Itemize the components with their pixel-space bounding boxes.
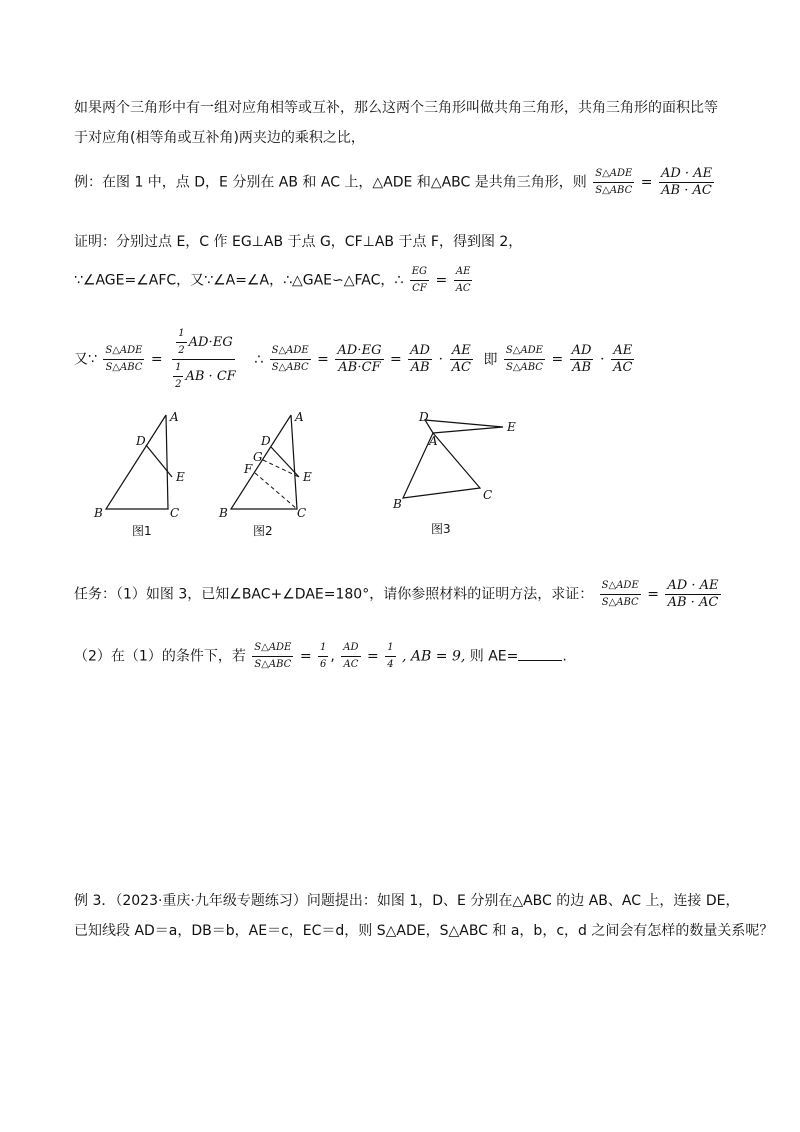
- eg-cf-fraction: $\frac{EG}{CF}$: [411, 266, 428, 294]
- area-ratio-fraction-2: $\frac{\text{S△ADE}}{\text{S△ABC}}$: [271, 345, 309, 373]
- fig1-caption: 图1: [132, 524, 152, 538]
- fig2-caption: 图2: [253, 524, 273, 538]
- fig3-label-d: D: [419, 410, 429, 424]
- task-area-ratio: $\frac{\text{S△ADE}}{\text{S△ABC}}$: [601, 580, 639, 608]
- fig1-label-a: A: [170, 410, 179, 424]
- fig2-label-d: D: [261, 434, 271, 448]
- ae-ac-fraction: $\frac{AE}{AC}$: [455, 266, 471, 294]
- intro-line-2: 于对应角(相等角或互补角)两夹边的乘积之比，: [74, 130, 365, 146]
- product-fraction: $\frac{AD\cdot EG}{AB\cdot CF}$: [337, 343, 382, 375]
- task-line-2: （2）在（1）的条件下，若 $\frac{\text{S△ADE}}{\text{S△ABC}}$ = $\frac{1}{6}$ , $\frac{AD}{AC}$ = $\frac{1}{4}$ , AB = 9, 则 AE= .: [74, 640, 567, 673]
- figure-2: [213, 405, 323, 540]
- ad-ab-fraction-2: $\frac{AD}{AB}$: [571, 343, 592, 375]
- fig1-label-c: C: [170, 506, 180, 520]
- figure-1: [88, 405, 198, 540]
- fig3-label-a: A: [429, 434, 438, 448]
- example3-line-2: 已知线段 AD＝a，DB＝b，AE＝c，EC＝d，则 S△ADE，S△ABC 和 a，b，c，d 之间会有怎样的数量关系呢？: [74, 923, 774, 939]
- figure-3: [385, 405, 525, 540]
- task-condition-one-quarter: $\frac{1}{4}$: [387, 642, 394, 670]
- fig1-label-b: B: [94, 506, 103, 520]
- fig2-label-f: F: [244, 462, 253, 476]
- fig1-label-d: D: [136, 434, 146, 448]
- proof-line-2: ∵∠AGE=∠AFC，又∵∠A=∠A，∴△GAE∽△FAC，∴ $\frac{EG}{CF}$ = $\frac{AE}{AC}$: [74, 264, 475, 297]
- task-line-1: 任务：（1）如图 3，已知∠BAC+∠DAE=180°，请你参照材料的证明方法，求证： $\frac{\text{S△ADE}}{\text{S△ABC}}$ = $\frac{AD \cdot AE}{AB \cdot AC}$: [74, 578, 719, 610]
- answer-blank[interactable]: [518, 646, 562, 661]
- example3-line-1: 例 3．（2023·重庆·九年级专题练习）问题提出：如图 1，D、E 分别在△ABC 的边 AB、AC 上，连接 DE，: [74, 893, 740, 909]
- task-condition-ad-ac: $\frac{AD}{AC}$: [343, 642, 359, 670]
- task-condition-area-ratio: $\frac{\text{S△ADE}}{\text{S△ABC}}$: [254, 642, 292, 670]
- half-product-fraction: $\frac{1}{2}$ AD⋅EG $\frac{1}{2}$ AB · CF: [169, 326, 238, 393]
- fig3-label-c: C: [483, 488, 493, 502]
- area-ratio-fraction: $\frac{\text{S△ADE}}{\text{S△ABC}}$: [105, 345, 143, 373]
- fig2-label-g: G: [253, 450, 263, 464]
- fig3-label-b: B: [393, 497, 402, 511]
- example-side-ratio: $\frac{AD \cdot AE}{AB \cdot AC}$: [660, 166, 713, 198]
- intro-line-1: 如果两个三角形中有一组对应角相等或互补，那么这两个三角形叫做共角三角形，共角三角形的面积比等: [74, 100, 718, 116]
- fig2-label-e: E: [303, 470, 312, 484]
- fig2-label-a: A: [295, 410, 304, 424]
- proof-line-3: 又∵ $\frac{\text{S△ADE}}{\text{S△ABC}}$ = $\frac{1}{2}$ AD⋅EG $\frac{1}{2}$ AB · CF ∴ $\frac{\text{S△ADE}}{\text{S△ABC}}$ = $\frac{AD\cdot EG}{AB\cdot CF}$ = $\frac{AD}{AB}$ ⋅ $\frac{AE}{AC}$ 即 $\frac{\text{S△ADE}}{\text{S△ABC}}$ = $\frac{AD}{AB}$ ⋅ $\frac{AE}{AC}$: [74, 326, 637, 393]
- area-ratio-fraction-3: $\frac{\text{S△ADE}}{\text{S△ABC}}$: [505, 345, 543, 373]
- fig2-label-b: B: [219, 506, 228, 520]
- fig3-label-e: E: [507, 420, 516, 434]
- proof-line-1: 证明：分别过点 E，C 作 EG⊥AB 于点 G，CF⊥AB 于点 F，得到图 2，: [74, 234, 523, 250]
- fig1-label-e: E: [176, 470, 185, 484]
- example-text: 例：在图 1 中，点 D，E 分别在 AB 和 AC 上，△ADE 和△ABC 是共角三角形，则: [74, 174, 587, 191]
- example-area-ratio: $\frac{\text{S△ADE}}{\text{S△ABC}}$: [595, 168, 633, 196]
- ae-ac-fraction-3: $\frac{AE}{AC}$: [613, 343, 633, 375]
- example-line: 例：在图 1 中，点 D，E 分别在 AB 和 AC 上，△ADE 和△ABC 是共角三角形，则 $\frac{\text{S△ADE}}{\text{S△ABC}}$ = $\frac{AD \cdot AE}{AB \cdot AC}$: [74, 166, 713, 198]
- ad-ab-fraction: $\frac{AD}{AB}$: [410, 343, 430, 375]
- ae-ac-fraction-2: $\frac{AE}{AC}$: [451, 343, 471, 375]
- fig2-label-c: C: [297, 506, 307, 520]
- task-side-ratio: $\frac{AD \cdot AE}{AB \cdot AC}$: [667, 578, 719, 610]
- fig3-caption: 图3: [431, 522, 451, 536]
- task-condition-one-sixth: $\frac{1}{6}$: [320, 642, 327, 670]
